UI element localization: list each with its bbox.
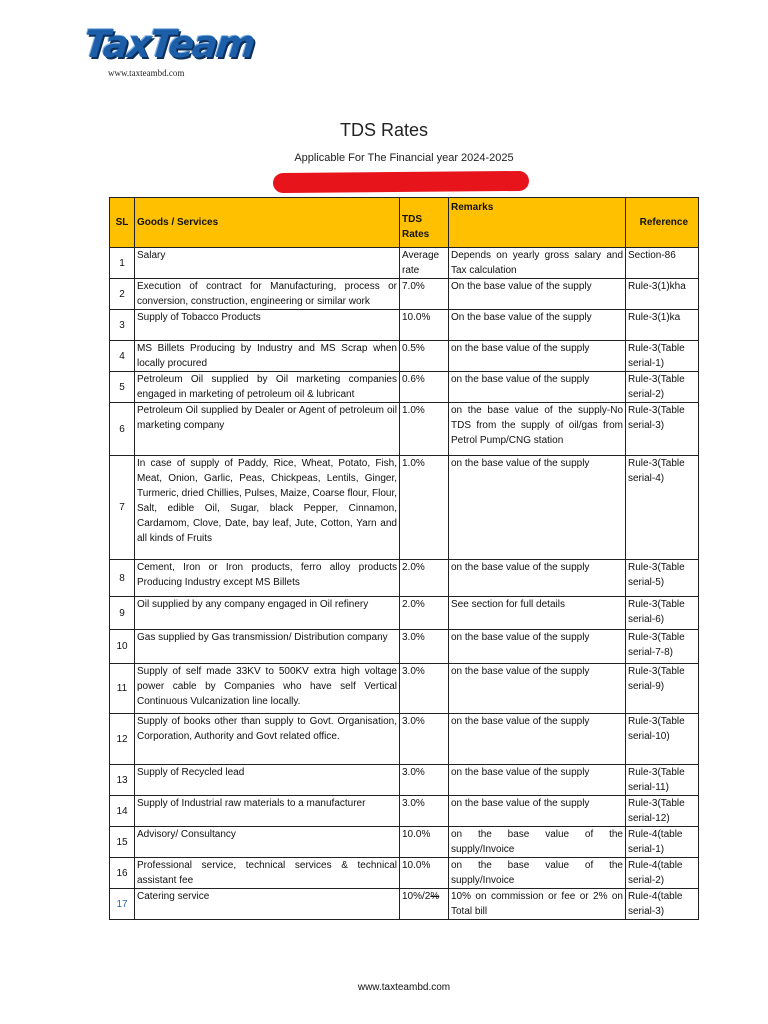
taxteam-logo [81,22,256,82]
row-remarks: On the base value of the supply [449,279,626,310]
row-reference: Rule-3(Table serial-1) [626,341,699,372]
row-remarks: on the base value of the supply [449,765,626,796]
page-title: TDS Rates [339,120,429,140]
row-sl: 11 [110,664,135,714]
table-row [110,456,699,560]
row-sl: 10 [110,630,135,664]
row-rate: 0.6% [400,372,449,403]
row-goods: MS Billets Producing by Industry and MS Scrap when locally procured [135,341,400,372]
row-rate: 3.0% [400,796,449,827]
row-reference: Rule-4(table serial-1) [626,827,699,858]
row-reference: Rule-3(1)ka [626,310,699,341]
table-row [110,664,699,714]
row-rate: 2.0% [400,560,449,597]
redaction-mark [273,171,529,193]
table-row [110,597,699,630]
row-goods: Cement, Iron or Iron products, ferro alloy products Producing Industry except MS Billets [135,560,400,597]
row-sl: 5 [110,372,135,403]
header-remarks: Remarks [449,198,626,248]
table-row [110,372,699,403]
row-rate: 10.0% [400,310,449,341]
row-reference: Rule-4(table serial-3) [626,889,699,920]
table-row [110,714,699,765]
table-row [110,341,699,372]
row-remarks: on the base value of the supply [449,664,626,714]
row-remarks: See section for full details [449,597,626,630]
row-reference: Rule-3(1)kha [626,279,699,310]
row-remarks: on the base value of the supply [449,341,626,372]
row-sl: 2 [110,279,135,310]
row-sl: 12 [110,714,135,765]
row-remarks: 10% on commission or fee or 2% on Total bill [449,889,626,920]
row-reference: Rule-4(table serial-2) [626,858,699,889]
row-remarks: on the base value of the supply [449,796,626,827]
row-goods: In case of supply of Paddy, Rice, Wheat, Potato, Fish, Meat, Onion, Garlic, Peas, Chickpeas, Lentils, Ginger, Turmeric, dried Chillies, Pulses, Maize, Coarse flour, Flour, Salt, edible Oil, Sugar, black Pepper, Cinnamon, Cardamom, Clove, Date, bay leaf, Jute, Cotton, Yarn and all kinds of Fruits [135,456,400,560]
row-rate: 1.0% [400,456,449,560]
row-rate: 3.0% [400,630,449,664]
row-rate [400,889,449,920]
row-remarks: on the base value of the supply/Invoice [449,827,626,858]
row-remarks: On the base value of the supply [449,310,626,341]
row-reference: Rule-3(Table serial-12) [626,796,699,827]
row-remarks: on the base value of the supply [449,630,626,664]
row-reference: Rule-3(Table serial-11) [626,765,699,796]
table-row [110,279,699,310]
row-rate: 10.0% [400,858,449,889]
row-reference: Rule-3(Table serial-4) [626,456,699,560]
row-goods: Salary [135,248,400,279]
row-remarks: on the base value of the supply [449,456,626,560]
row-remarks: on the base value of the supply [449,560,626,597]
tds-rates-table [109,197,699,920]
table-row [110,858,699,889]
logo-wordmark: TaxTeam [81,22,256,66]
row-goods: Supply of Tobacco Products [135,310,400,341]
row-sl: 7 [110,456,135,560]
table-row [110,796,699,827]
row-sl: 14 [110,796,135,827]
table-row [110,560,699,597]
row-rate: 10.0% [400,827,449,858]
table-row [110,889,699,920]
row-sl: 6 [110,403,135,456]
row-sl: 8 [110,560,135,597]
row-reference: Rule-3(Table serial-5) [626,560,699,597]
row-goods: Oil supplied by any company engaged in Oil refinery [135,597,400,630]
row-reference: Rule-3(Table serial-2) [626,372,699,403]
logo-url: www.taxteambd.com [108,68,185,78]
row-reference: Section-86 [626,248,699,279]
row-remarks: on the base value of the supply/Invoice [449,858,626,889]
header-reference: Reference [626,198,699,248]
row-goods: Gas supplied by Gas transmission/ Distribution company [135,630,400,664]
header-goods: Goods / Services [135,198,400,248]
table-row [110,403,699,456]
row-goods: Supply of self made 33KV to 500KV extra high voltage power cable by Companies who have self Vertical Continuous Vulcanization line locally. [135,664,400,714]
row-reference: Rule-3(Table serial-7-8) [626,630,699,664]
table-header-row [110,198,699,248]
row-sl: 9 [110,597,135,630]
row-reference: Rule-3(Table serial-6) [626,597,699,630]
row-goods: Execution of contract for Manufacturing, process or conversion, construction, engineering or similar work [135,279,400,310]
row-remarks: Depends on yearly gross salary and Tax calculation [449,248,626,279]
page-subtitle: Applicable For The Financial year 2024-2025 [294,152,514,164]
footer-url: www.taxteambd.com [357,982,451,993]
row-rate: Average rate [400,248,449,279]
row-rate: 0.5% [400,341,449,372]
row-goods: Advisory/ Consultancy [135,827,400,858]
row-rate: 3.0% [400,664,449,714]
row-sl: 13 [110,765,135,796]
row-rate: 3.0% [400,714,449,765]
row-goods: Petroleum Oil supplied by Dealer or Agent of petroleum oil marketing company [135,403,400,456]
row-sl: 16 [110,858,135,889]
row-goods: Petroleum Oil supplied by Oil marketing companies engaged in marketing of petroleum oil & lubricant [135,372,400,403]
row-sl: 15 [110,827,135,858]
row-reference: Rule-3(Table serial-9) [626,664,699,714]
row-goods: Supply of books other than supply to Govt. Organisation, Corporation, Authority and Govt related office. [135,714,400,765]
row-goods: Professional service, technical services & technical assistant fee [135,858,400,889]
row-remarks: on the base value of the supply [449,372,626,403]
table-row [110,827,699,858]
table-row [110,248,699,279]
row-sl: 17 [110,889,135,920]
row-rate: 7.0% [400,279,449,310]
row-goods: Supply of Recycled lead [135,765,400,796]
table-row [110,630,699,664]
row-remarks: on the base value of the supply [449,714,626,765]
table-row [110,310,699,341]
rate-struck-percent: % [430,891,440,902]
row-reference: Rule-3(Table serial-3) [626,403,699,456]
header-rate: TDS Rates [400,198,449,248]
row-sl: 3 [110,310,135,341]
row-rate: 3.0% [400,765,449,796]
row-reference: Rule-3(Table serial-10) [626,714,699,765]
row-rate: 2.0% [400,597,449,630]
row-rate: 1.0% [400,403,449,456]
rate-value: 10%/2 [402,891,431,902]
row-sl: 4 [110,341,135,372]
table-row [110,765,699,796]
row-goods: Catering service [135,889,400,920]
row-goods: Supply of Industrial raw materials to a manufacturer [135,796,400,827]
row-remarks: on the base value of the supply-No TDS from the supply of oil/gas from Petrol Pump/CNG station [449,403,626,456]
row-sl: 1 [110,248,135,279]
header-sl: SL [110,198,135,248]
